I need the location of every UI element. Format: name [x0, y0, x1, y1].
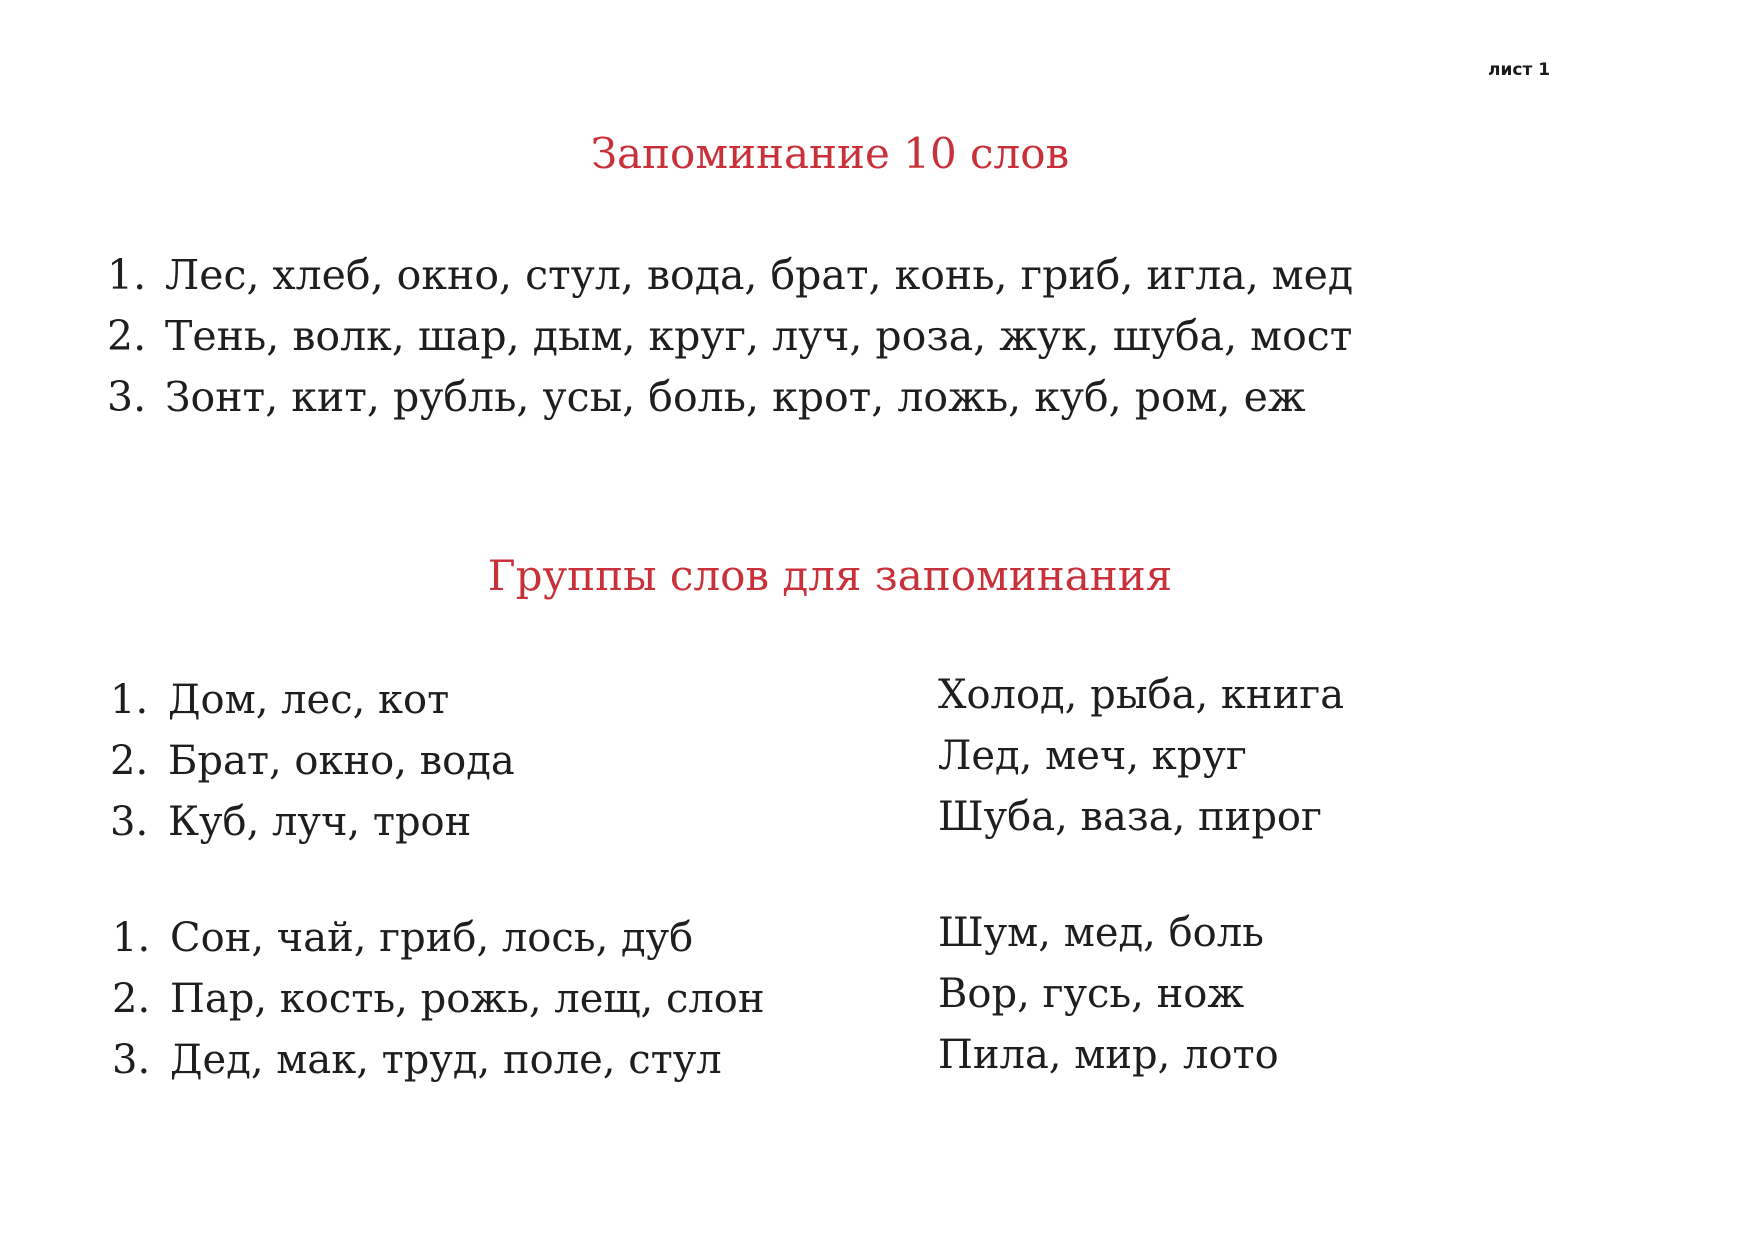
item-text: Пар, кость, рожь, лещ, слон: [170, 976, 765, 1022]
item-text: Дом, лес, кот: [168, 677, 450, 723]
item-text: Зонт, кит, рубль, усы, боль, крот, ложь, куб, ром, еж: [165, 373, 1306, 421]
section-title-10-words: Запоминание 10 слов: [590, 129, 1070, 178]
list-item: [112, 969, 765, 1030]
list-item: [112, 908, 765, 969]
item-text: Куб, луч, трон: [168, 799, 472, 845]
list-item: [107, 367, 1353, 428]
item-text: Сон, чай, гриб, лось, дуб: [170, 915, 694, 961]
group-a-right-list: [938, 665, 1344, 848]
list-item: [110, 792, 515, 853]
item-number: 2.: [112, 976, 151, 1022]
item-text: Брат, окно, вода: [168, 738, 515, 784]
list-item: Лед, меч, круг: [938, 733, 1247, 779]
list-item: Шуба, ваза, пирог: [938, 794, 1322, 840]
item-text: Лес, хлеб, окно, стул, вода, брат, конь, гриб, игла, мед: [165, 251, 1354, 299]
item-number: 3.: [110, 799, 149, 845]
group-b-left-list: [112, 908, 765, 1091]
list-item: [110, 670, 515, 731]
list-item: [110, 731, 515, 792]
list-item: [112, 1030, 765, 1091]
item-text: Дед, мак, труд, поле, стул: [170, 1037, 722, 1083]
list-item: Пила, мир, лото: [938, 1032, 1279, 1078]
list-item: Холод, рыба, книга: [938, 672, 1345, 718]
item-number: 1.: [107, 251, 147, 299]
section-title-word-groups: Группы слов для запоминания: [487, 551, 1173, 600]
ten-words-list: [107, 245, 1353, 428]
item-number: 1.: [112, 915, 151, 961]
sheet-label: лист 1: [1488, 60, 1551, 80]
item-text: Тень, волк, шар, дым, круг, луч, роза, жук, шуба, мост: [165, 312, 1353, 360]
item-number: 1.: [110, 677, 149, 723]
list-item: [107, 245, 1353, 306]
item-number: 2.: [107, 312, 147, 360]
group-a-left-list: [110, 670, 515, 853]
list-item: [107, 306, 1353, 367]
item-number: 3.: [107, 373, 147, 421]
item-number: 3.: [112, 1037, 151, 1083]
group-b-right-list: [938, 903, 1279, 1086]
list-item: Шум, мед, боль: [938, 910, 1264, 956]
list-item: Вор, гусь, нож: [938, 971, 1245, 1017]
item-number: 2.: [110, 738, 149, 784]
